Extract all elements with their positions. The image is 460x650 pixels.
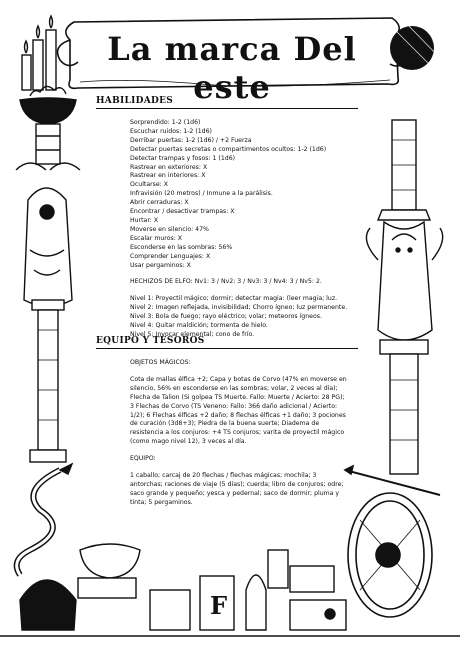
magic-items-text bbox=[130, 376, 358, 447]
text-line: antorchas; raciones de viaje (5 días); cuerda; libro de conjuros; odre; bbox=[130, 480, 344, 488]
text-line: tinta; 5 pergaminos. bbox=[130, 498, 193, 506]
skill-line: Rastrear en exteriores: X bbox=[130, 163, 208, 171]
skill-line: Usar pergaminos: X bbox=[130, 261, 191, 269]
text-line: 1/2); 6 Flechas élficas +2 daño; 8 flechas élficas +1 daño; 3 pociones bbox=[130, 411, 346, 419]
spell-level-line: Nivel 5: Invocar elemental; cono de frío. bbox=[130, 330, 255, 338]
spells-per-level: HECHIZOS DE ELFO: Nv1: 3 / Nv2: 3 / Nv3: 3 / Nv4: 3 / Nv5: 2. bbox=[130, 278, 322, 286]
skill-line: Rastrear en interiores: X bbox=[130, 172, 206, 180]
skill-line: Abrir cerraduras: X bbox=[130, 199, 189, 207]
spell-level-line: Nivel 3: Bola de fuego; rayo eléctrico; volar; meteoros ígneos. bbox=[130, 313, 322, 321]
candles-icon bbox=[22, 16, 56, 90]
skill-line: Encontrar / desactivar trampas: X bbox=[130, 208, 235, 216]
equipo-heading: EQUIPO Y TESOROS bbox=[96, 336, 205, 346]
habilidades-section bbox=[96, 96, 358, 340]
text-line: silencio, 56% en esconderse en las sombras; volar, 2 veces al día); bbox=[130, 384, 338, 392]
skill-line: Ocultarse: X bbox=[130, 181, 168, 189]
text-line: (como mago nivel 12), 3 veces al día. bbox=[130, 438, 247, 446]
equipment-text bbox=[130, 472, 358, 508]
snake-icon bbox=[17, 464, 72, 575]
text-line: saco grande y pequeño; yesca y pedernal; saco de dormir; pluma y bbox=[130, 489, 340, 497]
skill-line: Detectar trampas y fosos: 1 (1d6) bbox=[130, 154, 236, 162]
spell-level-line: Nivel 2: Imagen reflejada, invisibilidad; Chorro ígneo; luz permanente. bbox=[130, 304, 348, 312]
svg-text:F: F bbox=[210, 591, 228, 620]
skill-line: Hurtar: X bbox=[130, 216, 159, 224]
equipment-label: EQUIPO: bbox=[130, 455, 156, 463]
text-line: Flecha de Talion (Si golpea TS Muerte. Fallo: Muerte / Acierto: 28 PG); bbox=[130, 393, 345, 401]
skill-line: Comprender Lenguajes: X bbox=[130, 252, 211, 260]
section-divider bbox=[96, 348, 358, 349]
skill-line: Infravisión (20 metros) / Inmune a la parálisis. bbox=[130, 190, 273, 198]
text-line: Cota de mallas élfica +2; Capa y botas de Corvo (47% en moverse en bbox=[130, 375, 347, 383]
round-shield-icon bbox=[345, 466, 440, 617]
skill-line: Moverse en silencio: 47% bbox=[130, 225, 209, 233]
text-line: 3 Flechas de Corvo (TS Veneno: Fallo: 366 daño adicional / Acierto: bbox=[130, 402, 338, 410]
hooded-skeleton-figure-icon bbox=[16, 163, 80, 462]
skill-line: Escuchar ruidos: 1-2 (1d6) bbox=[130, 127, 212, 135]
section-divider bbox=[96, 108, 358, 109]
skill-line: Sorprendido: 1-2 (1d6) bbox=[130, 119, 201, 126]
text-line: de curación (3d8+3); Piedra de la buena suerte; Diadema de bbox=[130, 420, 320, 428]
habilidades-heading: HABILIDADES bbox=[96, 96, 174, 106]
skills-list bbox=[130, 119, 358, 340]
black-orb-icon bbox=[390, 26, 434, 70]
spell-level-line: Nivel 1: Proyectil mágico; dormir; detectar magia: (leer magia; luz. bbox=[130, 295, 338, 303]
magic-items-label: OBJETOS MÁGICOS: bbox=[130, 359, 191, 366]
skill-line: Esconderse en las sombras: 56% bbox=[130, 243, 233, 251]
gargoyle-pillar-icon bbox=[366, 120, 442, 474]
spell-level-line: Nivel 4: Quitar maldición; tormenta de hielo. bbox=[130, 322, 268, 330]
smoking-bowl-icon bbox=[20, 86, 76, 164]
text-line: resistencia a los conjuros: +4 TS conjuros; varita de proyectil mágico bbox=[130, 429, 345, 437]
skill-line: Detectar puertas secretas o compartimentos ocultos: 1-2 (1d6) bbox=[130, 145, 327, 153]
text-line: 1 caballo; carcaj de 20 flechas / flechas mágicas; mochila; 3 bbox=[130, 472, 317, 480]
page-title: La marca Del este bbox=[107, 30, 357, 106]
skill-line: Escalar muros: X bbox=[130, 234, 183, 242]
equipo-section bbox=[96, 336, 358, 508]
skill-line: Derribar puertas: 1-2 (1d6) / +2 Fuerza bbox=[130, 136, 252, 144]
